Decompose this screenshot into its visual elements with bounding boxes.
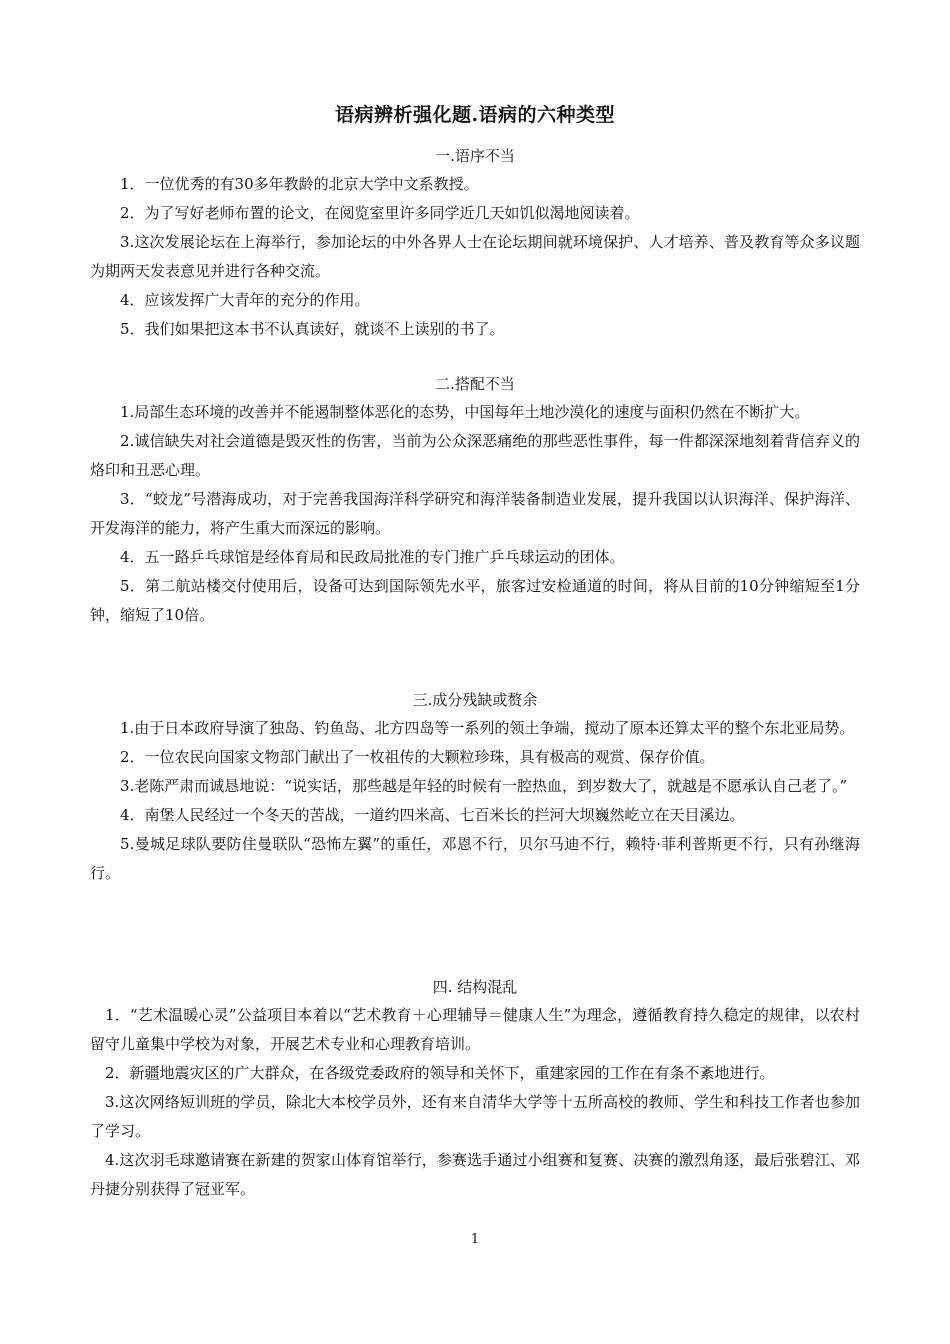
section-heading: 二.搭配不当 <box>435 375 515 393</box>
section-structure <box>90 973 860 1204</box>
page-number: 1 <box>470 1232 480 1247</box>
list-item: 2．一位农民向国家文物部门献出了一枚祖传的大颗粒珍珠，具有极高的观赏、保存价值。 <box>120 748 715 766</box>
list-item: 1．一位优秀的有30多年教龄的北京大学中文系教授。 <box>120 175 479 193</box>
list-item: 3．“蛟龙”号潜海成功，对于完善我国海洋科学研究和海洋装备制造业发展，提升我国以认识海洋、保护海洋、开发海洋的能力，将产生重大而深远的影响。 <box>90 490 860 537</box>
list-item: 4．五一路乒乓球馆是经体育局和民政局批准的专门推广乒乓球运动的团体。 <box>120 548 625 566</box>
list-item: 3.这次网络短训班的学员，除北大本校学员外，还有来自清华大学等十五所高校的教师、学生和科技工作者也参加了学习。 <box>90 1093 860 1140</box>
list-item: 2．新疆地震灾区的广大群众，在各级党委政府的领导和关怀下，重建家园的工作在有条不紊地进行。 <box>105 1064 775 1082</box>
list-item: 4．应该发挥广大青年的充分的作用。 <box>120 291 370 309</box>
list-item: 3.这次发展论坛在上海举行，参加论坛的中外各界人士在论坛期间就环境保护、人才培养、普及教育等众多议题为期两天发表意见并进行各种交流。 <box>90 233 860 280</box>
section-collocation <box>90 370 860 630</box>
list-item: 2.诚信缺失对社会道德是毁灭性的伤害，当前为公众深恶痛绝的那些恶性事件，每一件都深深地刻着背信弃义的烙印和丑恶心理。 <box>90 432 860 479</box>
list-item: 3.老陈严肃而诚恳地说：“说实话，那些越是年轻的时候有一腔热血，到岁数大了，就越是不愿承认自己老了。” <box>120 777 848 795</box>
section-heading: 三.成分残缺或赘余 <box>412 691 538 709</box>
list-item: 1.由于日本政府导演了独岛、钓鱼岛、北方四岛等一系列的领土争端，搅动了原本还算太平的整个东北亚局势。 <box>120 719 855 737</box>
list-item: 1.局部生态环境的改善并不能遏制整体恶化的态势，中国每年土地沙漠化的速度与面积仍然在不断扩大。 <box>120 403 810 421</box>
list-item: 1．“艺术温暖心灵”公益项目本着以“艺术教育＋心理辅导＝健康人生”为理念，遵循教育持久稳定的规律，以农村留守儿童集中学校为对象，开展艺术专业和心理教育培训。 <box>90 1006 860 1053</box>
list-item: 4．南堡人民经过一个冬天的苦战，一道约四米高、七百米长的拦河大坝巍然屹立在天目溪边。 <box>120 806 745 824</box>
section-heading: 四. 结构混乱 <box>432 978 518 996</box>
list-item: 2．为了写好老师布置的论文，在阅览室里许多同学近几天如饥似渴地阅读着。 <box>120 204 640 222</box>
section-word-order <box>90 142 860 344</box>
list-item: 5.曼城足球队要防住曼联队“恐怖左翼”的重任，邓恩不行，贝尔马迪不行，赖特·菲利普斯更不行，只有孙继海行。 <box>90 835 860 882</box>
section-missing-redundant <box>90 686 860 888</box>
section-heading: 一.语序不当 <box>435 147 515 165</box>
list-item: 5．第二航站楼交付使用后，设备可达到国际领先水平，旅客过安检通道的时间，将从目前的10分钟缩短至1分钟，缩短了10倍。 <box>90 577 860 624</box>
list-item: 5．我们如果把这本书不认真读好，就谈不上读别的书了。 <box>120 320 505 338</box>
document-title: 语病辨析强化题.语病的六种类型 <box>334 104 616 126</box>
list-item: 4.这次羽毛球邀请赛在新建的贺家山体育馆举行，参赛选手通过小组赛和复赛、决赛的激烈角逐，最后张碧江、邓丹捷分别获得了冠亚军。 <box>90 1151 860 1198</box>
